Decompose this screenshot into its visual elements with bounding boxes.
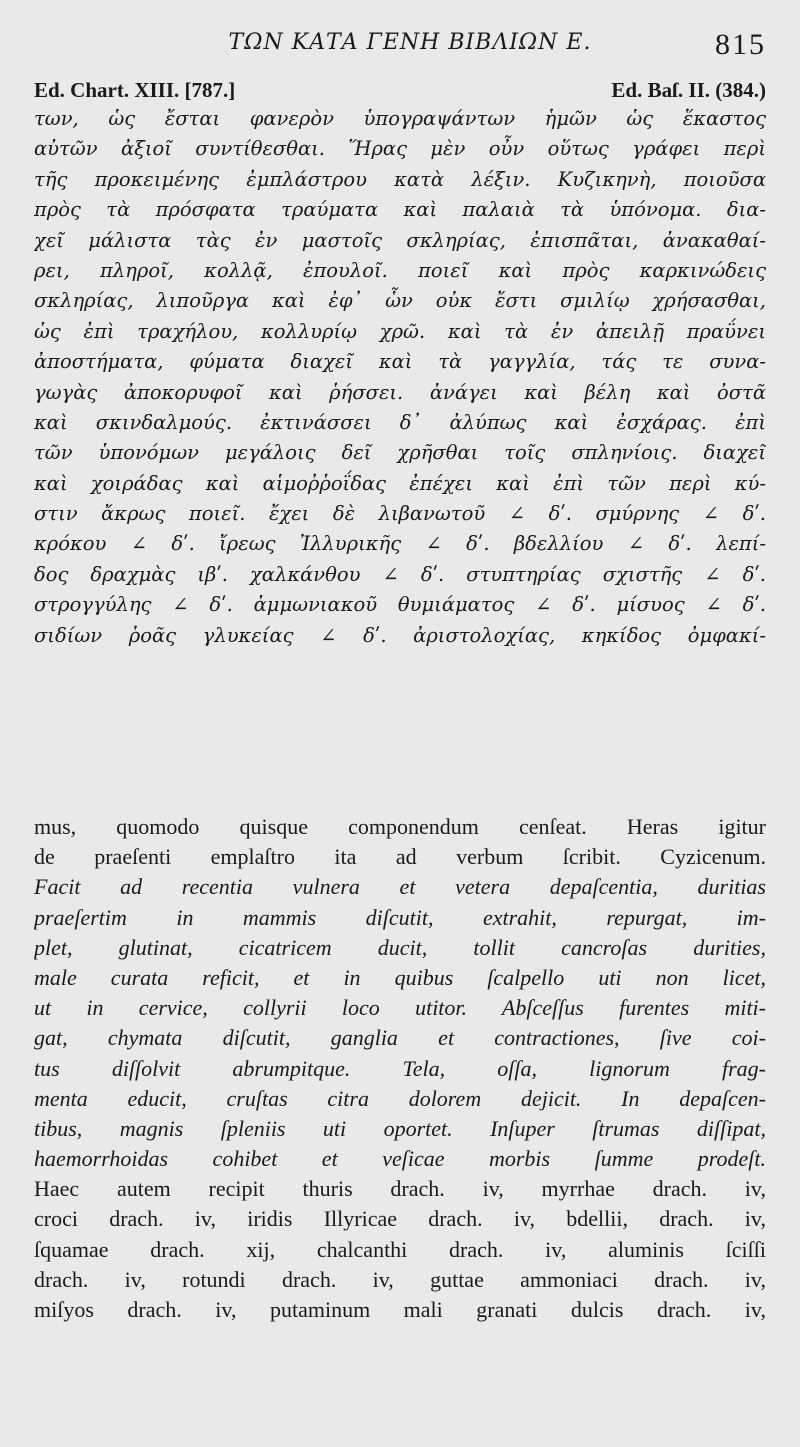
latin-line: ut in cervice, collyrii loco utitor. Abſceſſus furentes miti-	[34, 995, 766, 1021]
greek-line: στιν ἄκρως ποιεῖ. ἔχει δὲ λιβανωτοῦ ∠ δʹ. σμύρνης ∠ δʹ.	[34, 502, 766, 526]
greek-line: χεῖ μάλιστα τὰς ἐν μαστοῖς σκληρίας, ἐπισπᾶται, ἀνακαθαί-	[34, 228, 766, 252]
edition-basel-reference: Ed. Baſ. II. (384.)	[611, 78, 766, 102]
greek-text-block	[34, 104, 766, 651]
latin-line: tus diſſolvit abrumpitque. Tela, oſſa, lignorum frag-	[34, 1055, 766, 1081]
latin-line: tibus, magnis ſpleniis uti oportet. Inſuper ſtrumas diſſipat,	[34, 1115, 766, 1141]
latin-line: male curata reficit, et in quibus ſcalpello uti non licet,	[34, 964, 766, 990]
greek-line: τῶν ὑπονόμων μεγάλοις δεῖ χρῆσθαι τοῖς σπληνίοις. διαχεῖ	[34, 441, 766, 465]
page-number: 815	[715, 28, 766, 61]
greek-line: δος δραχμὰς ιβʹ. χαλκάνθου ∠ δʹ. στυπτηρίας σχιστῆς ∠ δʹ.	[34, 562, 766, 586]
latin-line: mus, quomodo quisque componendum cenſeat. Heras igitur	[34, 814, 766, 839]
latin-line: drach. iv, rotundi drach. iv, guttae ammoniaci drach. iv,	[34, 1266, 766, 1292]
greek-line: καὶ σκινδαλμούς. ἐκτινάσσει δ᾽ ἀλύπως καὶ ἐσχάρας. ἐπὶ	[34, 410, 766, 434]
greek-line: ἀποστήματα, φύματα διαχεῖ καὶ τὰ γαγγλία, τάς τε συνα-	[34, 350, 766, 374]
greek-line: ρει, πληροῖ, κολλᾷ, ἐπουλοῖ. ποιεῖ καὶ πρὸς καρκινώδεις	[34, 258, 766, 282]
latin-line: ſquamae drach. xij, chalcanthi drach. iv, aluminis ſciſſi	[34, 1236, 766, 1262]
latin-line: miſyos drach. iv, putaminum mali granati dulcis drach. iv,	[34, 1297, 766, 1322]
latin-line: Facit ad recentia vulnera et vetera depaſcentia, duritias	[34, 874, 766, 900]
latin-line: Haec autem recipit thuris drach. iv, myrrhae drach. iv,	[34, 1176, 766, 1202]
greek-line: σκληρίας, λιποῦργα καὶ ἐφ᾽ ὧν οὐκ ἔστι σμιλίῳ χρήσασθαι,	[34, 289, 766, 313]
running-title: ΤΩΝ ΚΑΤΑ ΓΕΝΗ ΒΙΒΛΙΩΝ Ε.	[228, 30, 592, 55]
greek-line: καὶ χοιράδας καὶ αἱμοῤῥοΐδας ἐπέχει καὶ ἐπὶ τῶν περὶ κύ-	[34, 471, 766, 495]
latin-line: praeſertim in mammis diſcutit, extrahit, repurgat, im-	[34, 904, 766, 930]
greek-line: τῆς προκειμένης ἐμπλάστρου κατὰ λέξιν. Κυζικηνὴ, ποιοῦσα	[34, 167, 766, 191]
greek-line: γωγὰς ἀποκορυφοῖ καὶ ῥήσσει. ἀνάγει καὶ βέλη καὶ ὀστᾶ	[34, 380, 766, 404]
latin-line: croci drach. iv, iridis Illyricae drach. iv, bdellii, drach. iv,	[34, 1206, 766, 1232]
greek-line: κρόκου ∠ δʹ. ἴρεως Ἰλλυρικῆς ∠ δʹ. βδελλίου ∠ δʹ. λεπί-	[34, 532, 766, 556]
latin-line: de praeſenti emplaſtro ita ad verbum ſcribit. Cyzicenum.	[34, 844, 766, 870]
greek-line: ὡς ἐπὶ τραχήλου, κολλυρίῳ χρῶ. καὶ τὰ ἐν ἀπειλῇ πραΰνει	[34, 319, 766, 343]
latin-text-block	[34, 812, 766, 1325]
greek-line: στρογγύλης ∠ δʹ. ἀμμωνιακοῦ θυμιάματος ∠ δʹ. μίσυος ∠ δʹ.	[34, 593, 766, 617]
page-header	[0, 30, 800, 70]
edition-chart-reference: Ed. Chart. XIII. [787.]	[34, 78, 236, 102]
greek-line: αὐτῶν ἀξιοῖ συντίθεσθαι. Ἥρας μὲν οὖν οὕτως γράφει περὶ	[34, 137, 766, 161]
greek-line: σιδίων ῥοᾶς γλυκείας ∠ δʹ. ἀριστολοχίας, κηκίδος ὀμφακί-	[34, 623, 766, 647]
greek-line: πρὸς τὰ πρόσφατα τραύματα καὶ παλαιὰ τὰ ὑπόνομα. δια-	[34, 198, 766, 222]
greek-line: των, ὡς ἔσται φανερὸν ὑπογραψάντων ἡμῶν ὡς ἕκαστος	[34, 107, 766, 130]
latin-line: gat, chymata diſcutit, ganglia et contractiones, ſive coi-	[34, 1025, 766, 1051]
latin-line: menta educit, cruſtas citra dolorem dejicit. In depaſcen-	[34, 1085, 766, 1111]
latin-line: haemorrhoidas cohibet et veſicae morbis ſumme prodeſt.	[34, 1146, 766, 1172]
latin-line: plet, glutinat, cicatricem ducit, tollit cancroſas durities,	[34, 934, 766, 960]
